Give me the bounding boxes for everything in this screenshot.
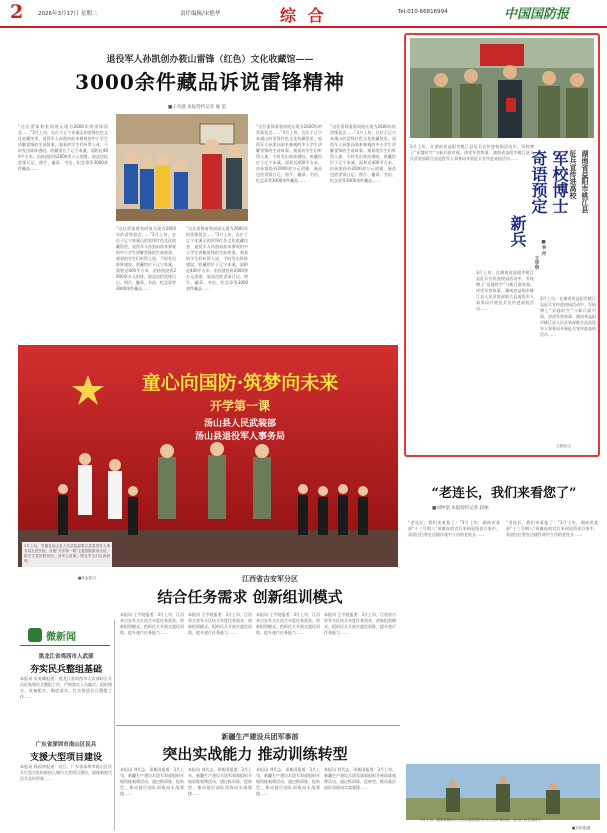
lead-byline: ■王舟游 本报特约记者 雍 雷: [168, 105, 227, 110]
column2-body-col2: “老连长，我们来看您了！”3月上旬，湖南省某部“十三号钢八”英雄连的官兵来到退役老兵家中，看望这位曾在边境作战中立功的老连长……: [506, 520, 598, 537]
banner-sub-title: 开学第一课: [209, 399, 270, 413]
feature-subtitle-2: 征兵宣传进高校: [569, 150, 578, 199]
brief-divider: [114, 620, 115, 830]
editor-credit: 责任编辑/宋艳华: [180, 11, 221, 17]
feature-reporter-1: ■李 肖: [541, 240, 546, 256]
column2-photo: [406, 764, 600, 820]
lead-body-col3: “这位雷锋着装同展无现为2600年的雷锋留念……”3月上旬，在位于辽宁本溪山的雷锋红色文化收藏馆里，退役军人孙凯向前来参观的中小学生讲解雷锋的生前故事。观看的学生们听得入迷，不时发出阵阵感叹。收藏馆位于辽宁本溪，面积近400平方米，由孙凯投资2000余万元创建，展品包括雷锋日记、照片、徽章、书信、纪念章等3000余件藏品……: [186, 226, 248, 291]
feature-reporter-2: 王学明: [534, 256, 539, 270]
feature-body-col1: 3月上旬，在湖南省益阳市桃江县征兵宣传进校园活动中，军校博士“穿越时空”与新兵面对面，讲述军营故事。湖南省益阳市桃江县人民武装部联合县退役军人事务局开展征兵宣传进高校活动……: [410, 144, 534, 161]
feature-body-col2: 3月上旬，在湖南省益阳市桃江县征兵宣传进校园活动中，军校博士“穿越时空”与新兵面对面，讲述军营故事。湖南省益阳市桃江县人民武装部联合县退役军人事务局开展征兵宣传进高校活动……: [476, 270, 534, 311]
bottom-divider: [116, 725, 400, 726]
newspaper-logo: 中国国防报: [504, 7, 570, 22]
lead-body-col5: “这位雷锋着装同展无现为2600年的雷锋留念……”3月上旬，在位于辽宁本溪山的雷锋红色文化收藏馆里，退役军人孙凯向前来参观的中小学生讲解雷锋的生前故事。观看的学生们听得入迷，不时发出阵阵感叹。收藏馆位于辽宁本溪，面积近400平方米，由孙凯投资2000余万元创建，展品包括雷锋日记、照片、徽章、书信、纪念章等3000余件藏品……: [330, 124, 396, 183]
bottom-kicker: 新疆生产建设兵团军事部: [221, 732, 299, 741]
mid-headline: 结合任务需求 创新组训模式: [157, 588, 343, 606]
banner-photographer: ■李金春/文: [78, 576, 97, 580]
column2-headline: “老连长，我们来看您了”: [431, 486, 577, 501]
bottom-headline: 突出实战能力 推动训练转型: [162, 745, 348, 763]
column2-body-col1: “老连长，我们来看您了！”3月上旬，湖南省某部“十三号钢八”英雄连的官兵来到退役老兵家中，看望这位曾在边境作战中立功的老连长……: [408, 520, 500, 537]
lead-headline: 3000余件藏品诉说雷锋精神: [75, 70, 345, 94]
banner-main-title: 童心向国防·筑梦向未来: [141, 372, 339, 394]
brief-underline: [20, 645, 110, 646]
telephone: Tel:010-66816994: [398, 9, 448, 15]
mid-body-col4: 本报讯 王宇骁报道：3月上旬，江西省吉安军分区结合年度任务需求，创新组训模式，组织民兵开展实战化训练，提升遂行任务能力……: [324, 612, 396, 635]
lead-body-col2: “这位雷锋着装同展无现为2600年的雷锋留念……”3月上旬，在位于辽宁本溪山的雷锋红色文化收藏馆里，退役军人孙凯向前来参观的中小学生讲解雷锋的生前故事。观看的学生们听得入迷，不时发出阵阵感叹。收藏馆位于辽宁本溪，面积近400平方米，由孙凯投资2000余万元创建，展品包括雷锋日记、照片、徽章、书信、纪念章等3000余件藏品……: [116, 226, 176, 291]
feature-photo: [410, 38, 594, 138]
column2-photographer: ■宋世雄/摄: [572, 826, 591, 830]
brief-2-body: 本报讯 杨国华报道：近日，广东省深圳市南山区民兵应急分队积极投入城市大型项目建设，展现新时代民兵良好形象……: [20, 764, 112, 781]
brief-logo-icon: [28, 628, 42, 642]
brief-1-subtitle: 夯实民兵整组基础: [29, 665, 102, 675]
lead-body-col1: “这位雷锋着装同展无现为2600年的雷锋留念……”3月上旬，在位于辽宁本溪山的雷锋红色文化收藏馆里，退役军人孙凯向前来参观的中小学生讲解雷锋的生前故事。观看的学生们听得入迷，不时发出阵阵感叹。收藏馆位于辽宁本溪，面积近400平方米，由孙凯投资2000余万元创建，展品包括雷锋日记、照片、徽章、书信、纪念章等3000余件藏品……: [18, 124, 108, 171]
lead-body-col4: “这位雷锋着装同展无现为2600年的雷锋留念……”3月上旬，在位于辽宁本溪山的雷锋红色文化收藏馆里，退役军人孙凯向前来参观的中小学生讲解雷锋的生前故事。观看的学生们听得入迷，不时发出阵阵感叹。收藏馆位于辽宁本溪，面积近400平方米，由孙凯投资2000余万元创建，展品包括雷锋日记、照片、徽章、书信、纪念章等3000余件藏品……: [256, 124, 322, 183]
lead-photo: [116, 114, 248, 221]
brief-2-title: 广东省深圳市南山区民兵: [35, 742, 97, 748]
feature-headline-1: 军校博士: [550, 150, 569, 214]
banner-org-2: 汤山县退役军人事务局: [194, 432, 285, 442]
feature-headline-2: 奇语预定: [529, 150, 548, 214]
banner-org: 汤山县人民武装部: [203, 419, 276, 429]
brief-1-title: 黑龙江省鸡西市人武部: [38, 654, 94, 660]
lead-kicker: 退役军人孙凯创办筱山雷锋（红色）文化收藏馆——: [106, 55, 314, 65]
bottom-body-col2: 本报讯 刘代志、邓新国报道：3月上旬，新疆生产建设兵团军事部组织开展训练观摩活动，通过抓训练、促转型，推动基层部队训练向实战靠拢……: [188, 767, 252, 796]
column2-byline: ■刘仲瑞 本报特约记者 段丽: [432, 506, 489, 511]
mid-kicker: 江西省吉安军分区: [242, 574, 298, 583]
page-number: 2: [10, 1, 24, 23]
banner-caption: 3月上旬，安徽省汤山县人民武装部联合县退役军人事务局走进学校，开展“开学第一课”主题国防教育活动，给学生讲国防知识、讲军人故事。图为学生们认真聆听。: [24, 544, 110, 563]
issue-date: 2026年3月17日 星期二: [38, 11, 98, 17]
bottom-body-col4: 本报讯 刘代志、邓新国报道：3月上旬，新疆生产建设兵团军事部组织开展训练观摩活动，通过抓训练、促转型，推动基层部队训练向实战靠拢……: [324, 767, 396, 790]
bottom-body-col3: 本报讯 刘代志、邓新国报道：3月上旬，新疆生产建设兵团军事部组织开展训练观摩活动，通过抓训练、促转型，推动基层部队训练向实战靠拢……: [256, 767, 320, 796]
brief-2-subtitle: 支援大型项目建设: [29, 753, 102, 763]
mid-body-col3: 本报讯 王宇骁报道：3月上旬，江西省吉安军分区结合年度任务需求，创新组训模式，组织民兵开展实战化训练，提升遂行任务能力……: [256, 612, 320, 635]
mid-body-col2: 本报讯 王宇骁报道：3月上旬，江西省吉安军分区结合年度任务需求，创新组训模式，组织民兵开展实战化训练，提升遂行任务能力……: [188, 612, 252, 635]
bottom-body-col1: 本报讯 刘代志、邓新国报道：3月上旬，新疆生产建设兵团军事部组织开展训练观摩活动，通过抓训练、促转型，推动基层部队训练向实战靠拢……: [120, 767, 184, 796]
feature-subtitle-1: 湖南省益阳市桃江县: [581, 150, 590, 213]
feature-headline-3: 新兵: [508, 215, 527, 247]
brief-section-title: 微新闻: [46, 632, 76, 643]
mid-body-col1: 本报讯 王宇骁报道：3月上旬，江西省吉安军分区结合年度任务需求，创新组训模式，组织民兵开展实战化训练，提升遂行任务能力……: [120, 612, 184, 635]
brief-1-body: 本报讯 吴英峰报道：黑龙江省鸡西市人武部结合兵员征集和民兵整组工作，严格落实人员编实、组织建实、装备配实、制度落实，扎实推进民兵整组工作……: [20, 676, 112, 699]
column2-caption: 3月上旬，湖南省株洲市人民武装部组织民兵开展军事训练，图为民兵在训练中。: [420, 818, 545, 822]
section-title: 综 合: [280, 6, 327, 25]
feature-closing: 王蔚怡/文: [556, 444, 572, 448]
feature-body-col3: 3月上旬，在湖南省益阳市桃江县征兵宣传进校园活动中，军校博士“穿越时空”与新兵面对面，讲述军营故事。湖南省益阳市桃江县人民武装部联合县退役军人事务局开展征兵宣传进高校活动……: [540, 296, 596, 337]
